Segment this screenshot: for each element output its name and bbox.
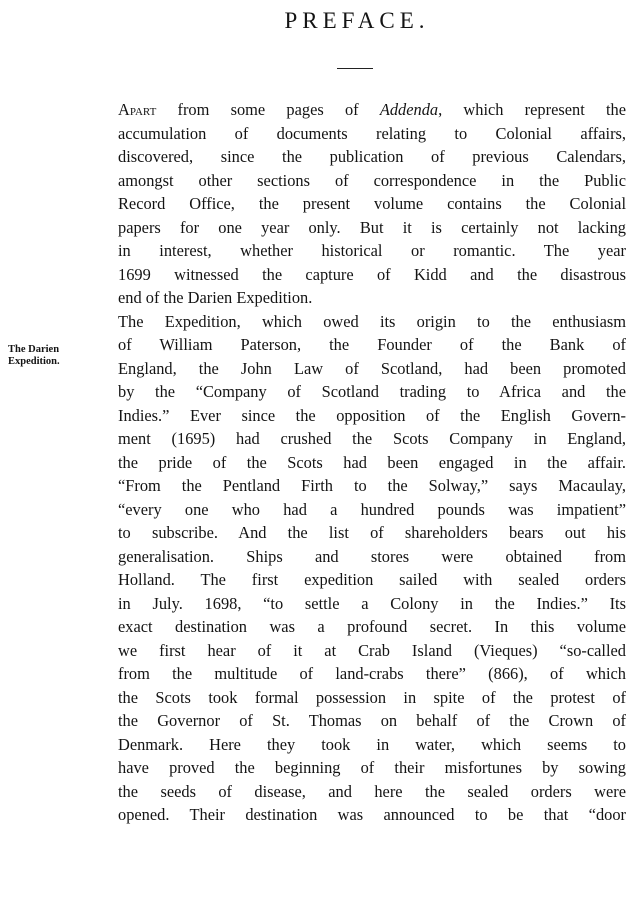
paragraph-1-line: accumulation of documents relating to Colonial affairs, [118,123,626,143]
paragraph-1-line: 1699 witnessed the capture of Kidd and the disastrous [118,264,626,284]
paragraph-2-line: exact destination was a profound secret. In this volume [118,617,626,636]
paragraph-2-line: “From the Pentland Firth to the Solway,” says Macaulay, [118,476,626,495]
paragraph-2-line: Holland. The first expedition sailed with sealed orders [118,570,626,589]
paragraph-2-line: by the “Company of Scotland trading to Africa and the [118,382,626,401]
paragraph-1-line: end of the Darien Expedition. [118,288,313,307]
lead-word: Apart [118,100,157,119]
paragraph-1-line: in interest, whether historical or romantic. The year [118,241,626,260]
body-text [118,98,626,827]
text-run: , which represent the [438,100,626,119]
paragraph-2-line: from the multitude of land-crabs there” (866), of which [118,664,626,683]
paragraph-1 [118,98,626,310]
paragraph-2-line: Denmark. Here they took in water, which seems to [118,734,626,754]
page-title: PREFACE. [284,8,430,33]
paragraph-2-line: “every one who had a hundred pounds was impatient” [118,499,626,519]
paragraph-2-line: we first hear of it at Crab Island (Vieques) “so-called [118,640,626,660]
paragraph-1-line-1 [118,98,626,122]
margin-note-line-1: The Darien [8,344,60,355]
paragraph-1-line: Record Office, the present volume contains the Colonial [118,194,626,213]
paragraph-2-line: England, the John Law of Scotland, had been promoted [118,358,626,378]
paragraph-2 [118,310,626,827]
paragraph-2-line: have proved the beginning of their misfortunes by sowing [118,758,626,777]
paragraph-2-line: the seeds of disease, and here the sealed orders were [118,781,626,801]
italic-term: Addenda [379,100,439,119]
paragraph-1-line: papers for one year only. But it is certainly not lacking [118,217,626,237]
paragraph-2-line: ment (1695) had crushed the Scots Company in England, [118,429,626,448]
title-divider [337,68,373,69]
paragraph-2-line: in July. 1698, “to settle a Colony in the Indies.” Its [118,593,626,613]
text-run: from some pages of [156,100,380,119]
margin-note-line-2: Expedition. [8,356,60,367]
paragraph-2-line: the Scots took formal possession in spite of the protest of [118,687,626,707]
paragraph-2-line: generalisation. Ships and stores were obtained from [118,546,626,566]
paragraph-1-line: discovered, since the publication of previous Calendars, [118,147,626,166]
paragraph-2-line: the Governor of St. Thomas on behalf of the Crown of [118,711,626,730]
margin-note [8,344,108,368]
paragraph-2-line: to subscribe. And the list of shareholders bears out his [118,523,626,542]
paragraph-2-line: The Expedition, which owed its origin to the enthusiasm [118,311,626,331]
paragraph-1-line: amongst other sections of correspondence in the Public [118,170,626,190]
paragraph-2-line: of William Paterson, the Founder of the Bank of [118,335,626,354]
paragraph-2-line: Indies.” Ever since the opposition of the English Govern- [118,405,626,425]
paragraph-2-line: the pride of the Scots had been engaged in the affair. [118,452,626,472]
paragraph-2-line: opened. Their destination was announced to be that “door [118,805,626,824]
